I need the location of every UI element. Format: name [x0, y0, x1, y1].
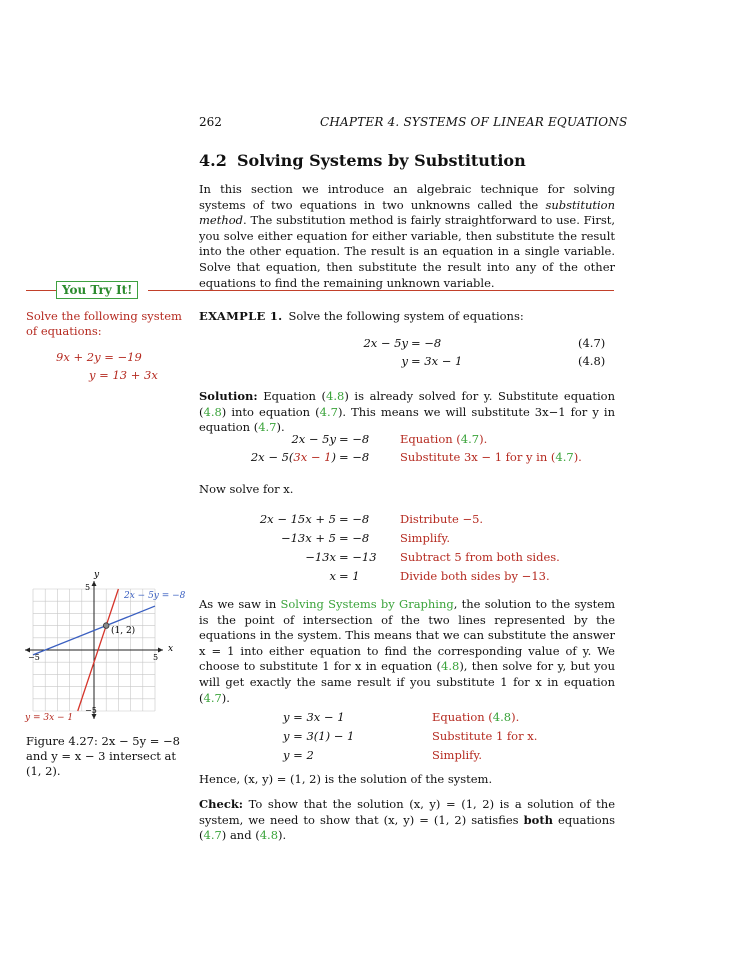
- solution-text: ).: [276, 420, 285, 435]
- step2-note: Subtract 5 from both sides.: [400, 550, 560, 564]
- system-eq1-lhs: 2x − 5y: [363, 336, 408, 350]
- solution-text: ). This means we will substitute 3x−1 for y in equation (: [199, 404, 615, 435]
- ref-4-7-link[interactable]: 4.7: [203, 828, 222, 843]
- tick-label-pos-y: 5: [85, 583, 91, 592]
- intro-text-2: . The substitution method is fairly straightforward to use. First, you solve either equation for either variable, then substitute the result into the other equation. The result is an equation in a single variable. Solve that equation, then substitute the result into any of the other equations to find the remaining unknown variable.: [199, 213, 615, 290]
- step1-line1-lhs: 2x − 5y: [291, 432, 336, 446]
- axis-label-y: y: [94, 570, 100, 580]
- ref-4-7-link[interactable]: 4.7: [555, 450, 574, 464]
- step1-note2: Substitute 3x − 1 for y in (4.7).: [400, 450, 582, 464]
- equation-number-4-8: (4.8): [578, 354, 606, 368]
- step2-lhs: 2x − 15x + 5: [259, 512, 336, 526]
- step1-line2-lhs: 2x − 5(3x − 1): [250, 450, 336, 464]
- blue-line-label: 2x − 5y = −8: [124, 591, 186, 601]
- step3-note: Simplify.: [432, 748, 483, 762]
- equation-ref-link[interactable]: 4.8: [492, 710, 512, 724]
- section-title: [199, 151, 526, 170]
- solution-text: ) into equation (: [221, 404, 320, 419]
- solution-paragraph: [199, 389, 615, 436]
- intersection-point: [103, 623, 109, 629]
- step2-rhs: = −13: [339, 550, 377, 564]
- you-try-it-rule-left: [26, 290, 56, 291]
- step3-note: Substitute 1 for x.: [432, 729, 538, 743]
- example-heading: [199, 309, 524, 323]
- axis-arrowhead: [25, 648, 30, 653]
- figure-caption: Figure 4.27: 2x − 5y = −8 and y = x − 3 intersect at (1, 2).: [26, 734, 180, 778]
- solving-by-graphing-link[interactable]: Solving Systems by Graphing: [280, 597, 454, 611]
- step2-note: Distribute −5.: [400, 512, 484, 526]
- section-title-text: Solving Systems by Substitution: [237, 151, 526, 170]
- tick-label-neg-x: −5: [28, 653, 40, 662]
- red-line-label: y = 3x − 1: [25, 713, 74, 723]
- step2-lhs: −13x + 5: [280, 531, 336, 545]
- step2-note: Divide both sides by −13.: [400, 569, 550, 583]
- you-try-it-prompt: Solve the following system of equations:: [26, 309, 182, 338]
- step2-rhs: = −8: [339, 531, 370, 545]
- axis-arrowhead: [92, 581, 97, 586]
- ref-4-8-link[interactable]: 4.8: [259, 828, 279, 843]
- intro-paragraph: [199, 182, 615, 291]
- ref-4-8-link[interactable]: 4.8: [203, 404, 222, 419]
- point-label: (1, 2): [111, 626, 136, 636]
- example-label: EXAMPLE 1.: [199, 309, 283, 323]
- step1-note1: Equation (4.7).: [400, 432, 488, 446]
- hence-text: Hence, (x, y) = (1, 2) is the solution of the system.: [199, 772, 493, 786]
- page-number: 262: [199, 115, 222, 129]
- you-try-it-eq2: y = 13 + 3x: [89, 368, 158, 382]
- tick-label-neg-y: −5: [85, 706, 97, 715]
- ref-4-7-link[interactable]: 4.7: [319, 404, 338, 419]
- intro-text-1: In this section we introduce an algebraic technique for solving systems of two equations in two unknowns called the: [199, 182, 615, 212]
- step2-rhs: = 1: [339, 569, 360, 583]
- axis-label-x: x: [168, 644, 174, 654]
- step3-note: Equation (4.8).: [432, 710, 520, 724]
- step2-rhs: = −8: [339, 512, 370, 526]
- you-try-it-eq1: 9x + 2y = −19: [56, 350, 142, 364]
- step3-equation: y = 3x − 1: [283, 710, 345, 724]
- intersection-figure: [20, 565, 200, 730]
- step3-equation: y = 3(1) − 1: [283, 729, 355, 743]
- system-eq2-rhs: = 3x − 1: [411, 354, 463, 368]
- ref-4-8-link[interactable]: 4.8: [441, 659, 460, 674]
- you-try-it-label: You Try It!: [56, 281, 138, 299]
- ref-4-7-link[interactable]: 4.7: [203, 690, 222, 705]
- step2-note: Simplify.: [400, 531, 451, 545]
- you-try-it-rule-right: [148, 290, 614, 291]
- ref-4-8-link[interactable]: 4.8: [326, 389, 345, 403]
- step2-lhs: x: [329, 569, 336, 583]
- tick-label-pos-x: 5: [153, 653, 159, 662]
- solution-text: ) is already solved for y. Substitute equation (: [199, 389, 615, 419]
- step2-lhs: −13x: [305, 550, 336, 564]
- graphing-paragraph: As we saw in Solving Systems by Graphing, the solution to the system is the point of intersection of the two lines represented by the equations in the system. This means that we can substitute the answer x = 1 into either equation to find the corresponding value of y. We choose to substitute 1 for x in equation (4.8), then solve for y, but you will get exactly the same result if you substitute 1 for x in equation (4.7).: [199, 597, 615, 705]
- step1-line2-rhs: = −8: [339, 450, 370, 464]
- system-eq2-lhs: y: [401, 354, 408, 368]
- check-paragraph: Check: To show that the solution (x, y) = (1, 2) is a solution of the system, we need to show that (x, y) = (1, 2) satisfies both equations (4.7) and (4.8).: [199, 797, 616, 843]
- now-solve-text: Now solve for x.: [199, 482, 294, 496]
- running-title: CHAPTER 4. SYSTEMS OF LINEAR EQUATIONS: [320, 115, 628, 129]
- example-prompt: Solve the following system of equations:: [288, 309, 524, 323]
- section-number: 4.2: [199, 151, 227, 170]
- intro-emphasis: substitution method: [199, 197, 615, 228]
- solution-label: Solution:: [199, 389, 258, 403]
- system-eq1-rhs: = −8: [411, 336, 442, 350]
- ref-4-7-link[interactable]: 4.7: [258, 420, 277, 435]
- axis-arrowhead: [158, 648, 163, 653]
- solution-text: Equation (: [257, 389, 327, 403]
- equation-number-4-7: (4.7): [578, 336, 606, 350]
- ref-4-7-link[interactable]: 4.7: [460, 432, 480, 446]
- step1-line1-rhs: = −8: [339, 432, 370, 446]
- step3-equation: y = 2: [283, 748, 314, 762]
